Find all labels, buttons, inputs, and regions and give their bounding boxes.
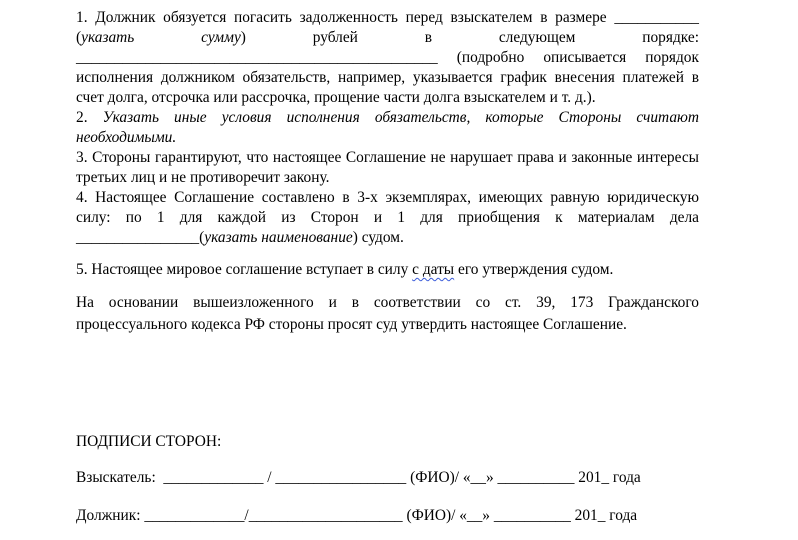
paragraph-1-description: (подробно описывается порядок исполнения должником обязательств, например, указывается график внесения платежей в счет долга, отсрочка или рассрочка, прощение части долга взыскателем и т. д.). (76, 49, 699, 106)
amount-hint: указать сумму (81, 29, 241, 46)
paragraph-3: 3. Стороны гарантируют, что настоящее Соглашение не нарушает права и законные интересы третьих лиц и не противоречит закону. (76, 149, 699, 186)
document-body (76, 8, 699, 335)
paragraph-1-order: ) рублей в следующем порядке: (240, 29, 699, 46)
paragraph-1-text: 1. Должник обязуется погасить задолженность перед взыскателем в размере (76, 9, 607, 26)
paren-open: ( (76, 29, 82, 46)
paren-open: ( (199, 229, 205, 246)
paragraph-5-end: его утверждения судом. (458, 261, 614, 278)
paragraph-2-number: 2. (76, 109, 88, 126)
paragraph-6: На основании вышеизложенного и в соответствии со ст. 39, 173 Гражданского процессуального кодекса РФ стороны просят суд утвердить настоящее Соглашение. (76, 294, 699, 333)
paragraph-1 (76, 8, 699, 108)
order-blank: _______________________________________________ (76, 49, 438, 66)
amount-blank: ___________ (614, 9, 699, 26)
debtor-signature-line: Должник: _____________/____________________ (ФИО)/ «__» __________ 201_ года (76, 507, 638, 524)
paragraph-2-hint: Указать иные условия исполнения обязательств, которые Стороны считают необходимыми. (76, 109, 699, 146)
paragraph-2 (76, 108, 699, 148)
paragraph-5-text: 5. Настоящее мировое соглашение вступает в силу (76, 261, 409, 278)
spellcheck-flagged-text[interactable]: с даты (412, 261, 455, 278)
paragraph-4 (76, 188, 699, 248)
signatures-title: ПОДПИСИ СТОРОН: (76, 433, 222, 450)
paragraph-4-end: ) судом. (352, 229, 404, 246)
paragraph-4-text: 4. Настоящее Соглашение составлено в 3-х экземплярах, имеющих равную юридическую силу: по 1 для каждой из Сторон и 1 для приобщения к материалам дела (76, 189, 699, 226)
court-blank: ________________ (76, 229, 200, 246)
court-hint: указать наименование (204, 229, 353, 246)
creditor-signature-line: Взыскатель: _____________ / _________________ (ФИО)/ «__» __________ 201_ года (76, 469, 641, 486)
paragraph-5 (76, 260, 699, 280)
